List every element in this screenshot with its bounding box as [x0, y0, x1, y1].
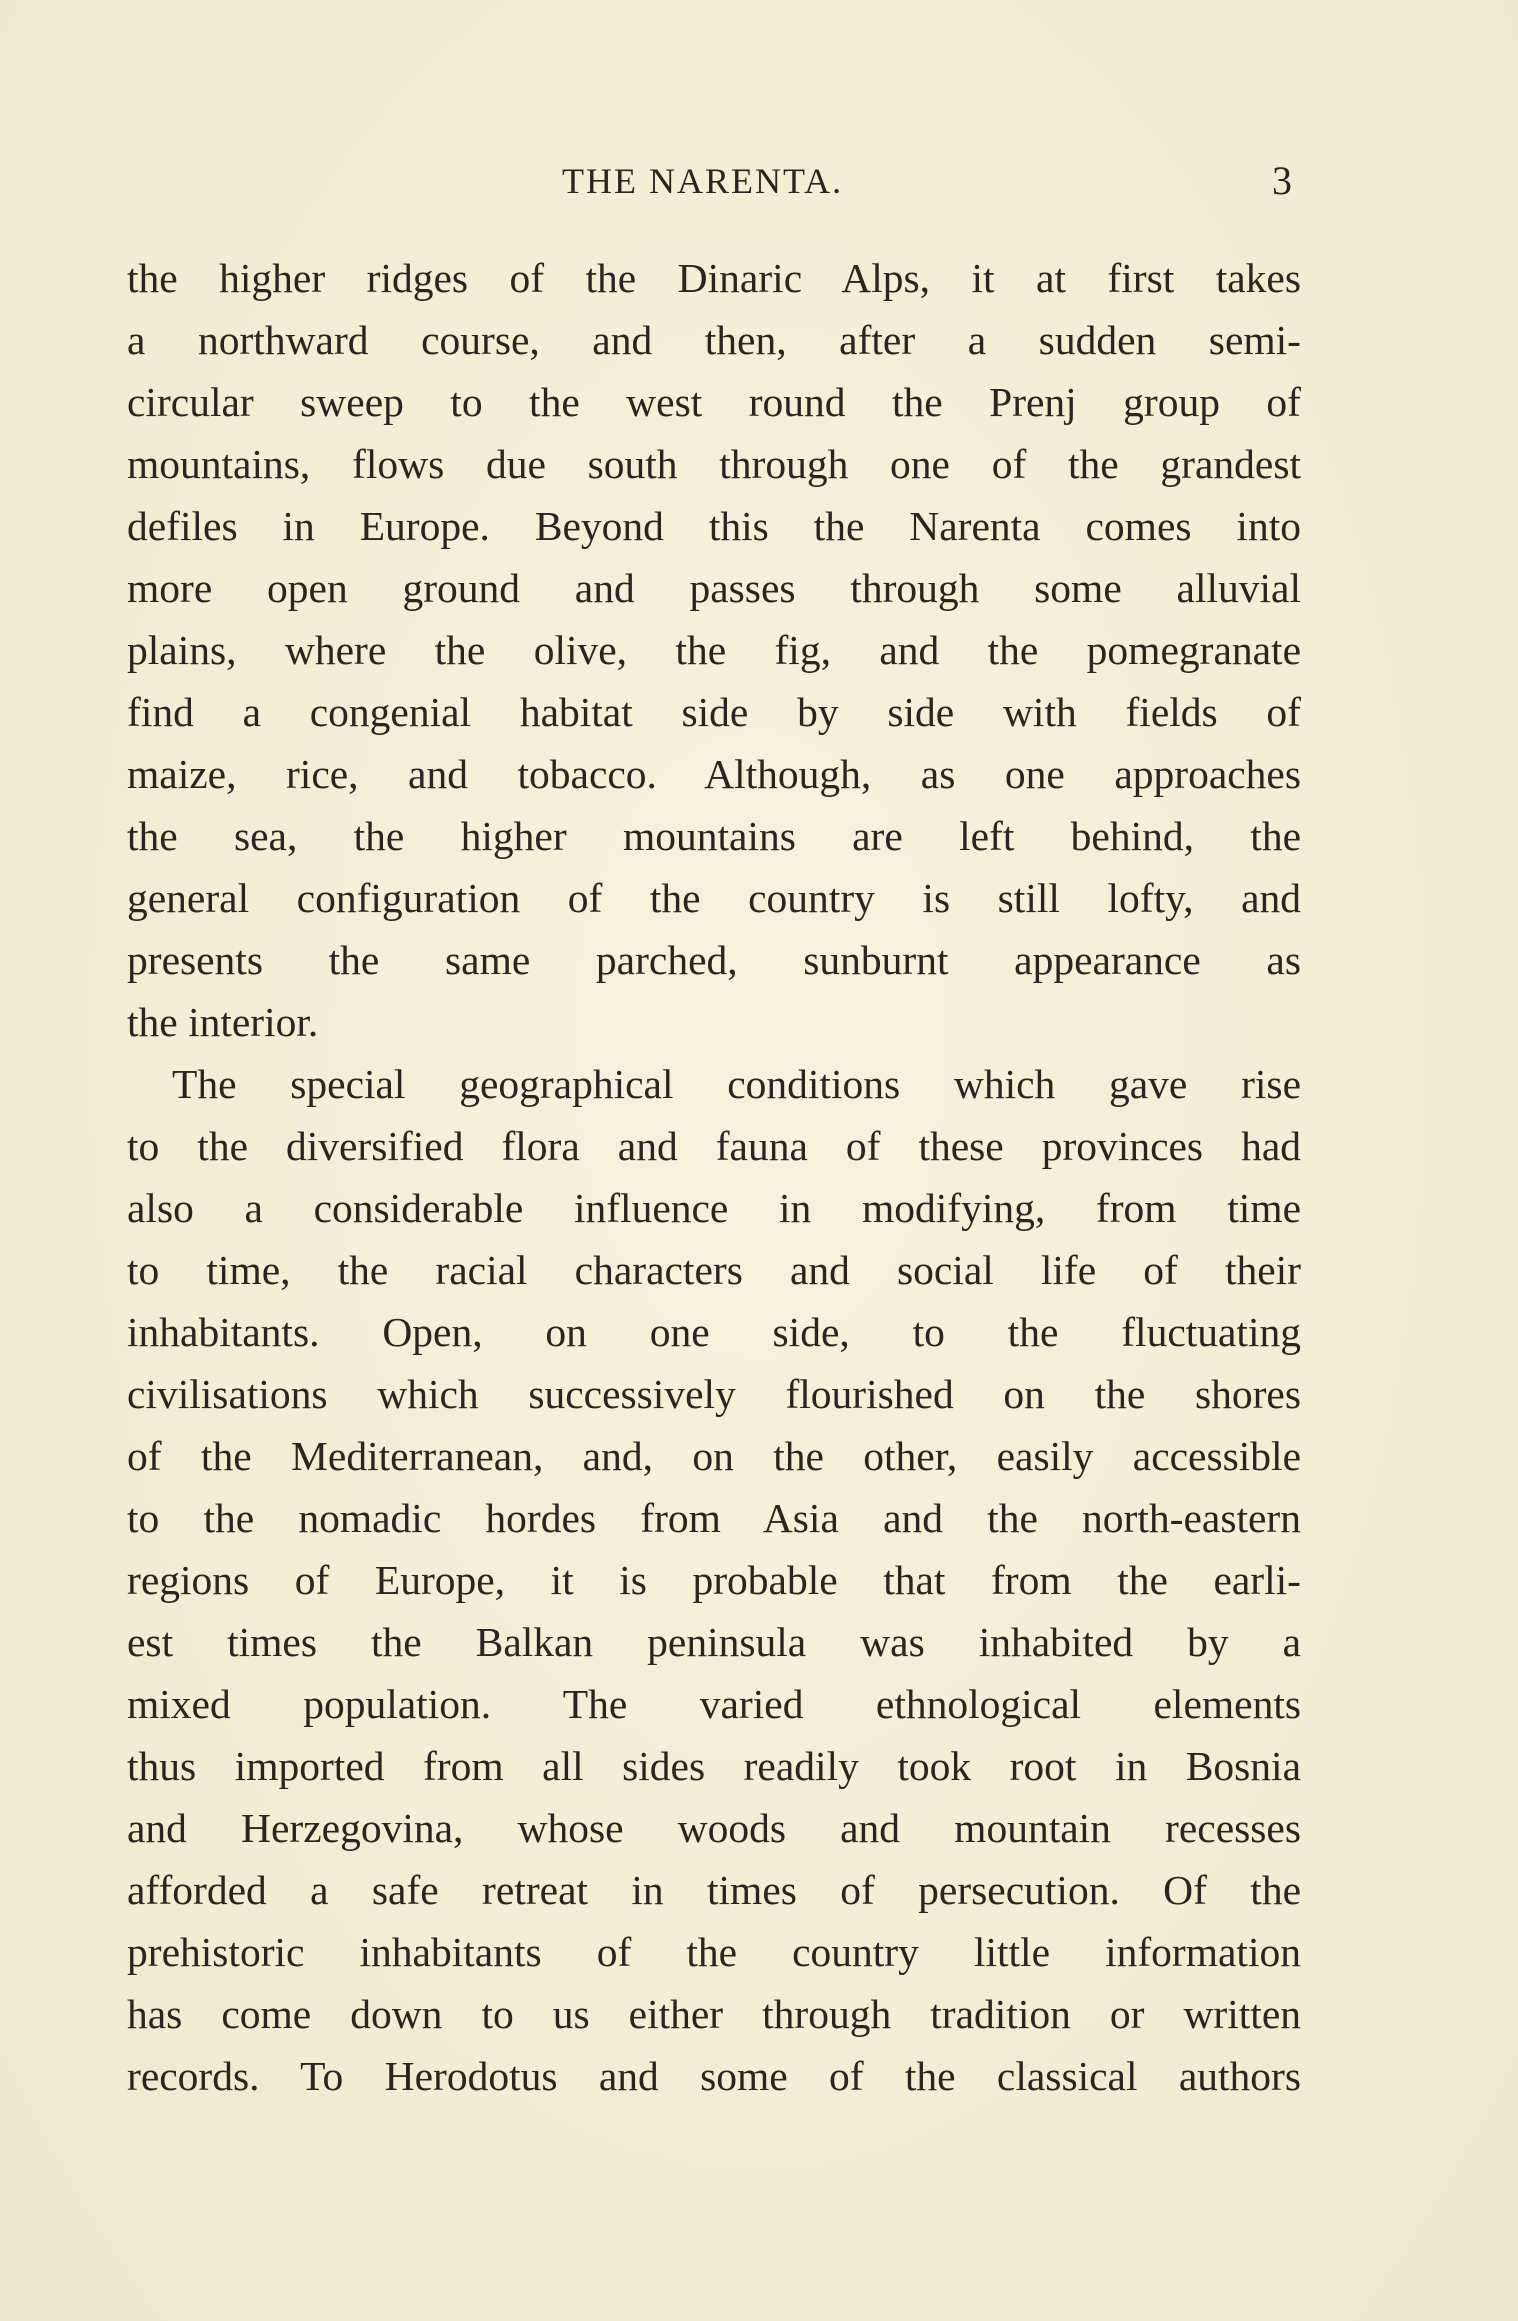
text-line: more open ground and passes through some alluvial — [127, 565, 1301, 611]
text-line: mixed population. The varied ethnological elements — [127, 1681, 1301, 1727]
text-line: thus imported from all sides readily took root in Bosnia — [127, 1743, 1301, 1789]
text-line: plains, where the olive, the fig, and the pomegranate — [127, 627, 1301, 673]
text-line: and Herzegovina, whose woods and mountain recesses — [127, 1805, 1301, 1851]
text-line: civilisations which successively flourished on the shores — [127, 1371, 1301, 1417]
text-line: inhabitants. Open, on one side, to the fluctuating — [127, 1309, 1301, 1355]
text-line: records. To Herodotus and some of the classical authors — [127, 2053, 1301, 2099]
text-line: afforded a safe retreat in times of persecution. Of the — [127, 1867, 1301, 1913]
text-line: regions of Europe, it is probable that from the earli- — [127, 1557, 1301, 1603]
text-line: a northward course, and then, after a sudden semi- — [127, 317, 1301, 363]
text-line: to the diversified flora and fauna of these provinces had — [127, 1123, 1301, 1169]
text-line: of the Mediterranean, and, on the other, easily accessible — [127, 1433, 1301, 1479]
text-line: defiles in Europe. Beyond this the Narenta comes into — [127, 503, 1301, 549]
text-line: find a congenial habitat side by side with fields of — [127, 689, 1301, 735]
text-line: est times the Balkan peninsula was inhabited by a — [127, 1619, 1301, 1665]
text-line: to time, the racial characters and social life of their — [127, 1247, 1301, 1293]
paragraph-end-line: the interior. — [127, 999, 319, 1045]
text-line: maize, rice, and tobacco. Although, as one approaches — [127, 751, 1301, 797]
text-line: the sea, the higher mountains are left behind, the — [127, 813, 1301, 859]
text-line: the higher ridges of the Dinaric Alps, it at first takes — [127, 255, 1301, 301]
text-line: prehistoric inhabitants of the country little information — [127, 1929, 1301, 1975]
text-line: general configuration of the country is still lofty, and — [127, 875, 1301, 921]
text-line: mountains, flows due south through one of the grandest — [127, 441, 1301, 487]
text-line: has come down to us either through tradition or written — [127, 1991, 1301, 2037]
body-text — [127, 247, 1301, 2107]
text-line: circular sweep to the west round the Prenj group of — [127, 379, 1301, 425]
text-line: presents the same parched, sunburnt appearance as — [127, 937, 1301, 983]
running-title: THE NARENTA. — [562, 161, 844, 201]
text-line: also a considerable influence in modifying, from time — [127, 1185, 1301, 1231]
running-head — [0, 158, 1518, 204]
paragraph-start-line: The special geographical conditions which gave rise — [172, 1061, 1301, 1107]
text-line: to the nomadic hordes from Asia and the north-eastern — [127, 1495, 1301, 1541]
page-number: 3 — [1272, 158, 1292, 203]
